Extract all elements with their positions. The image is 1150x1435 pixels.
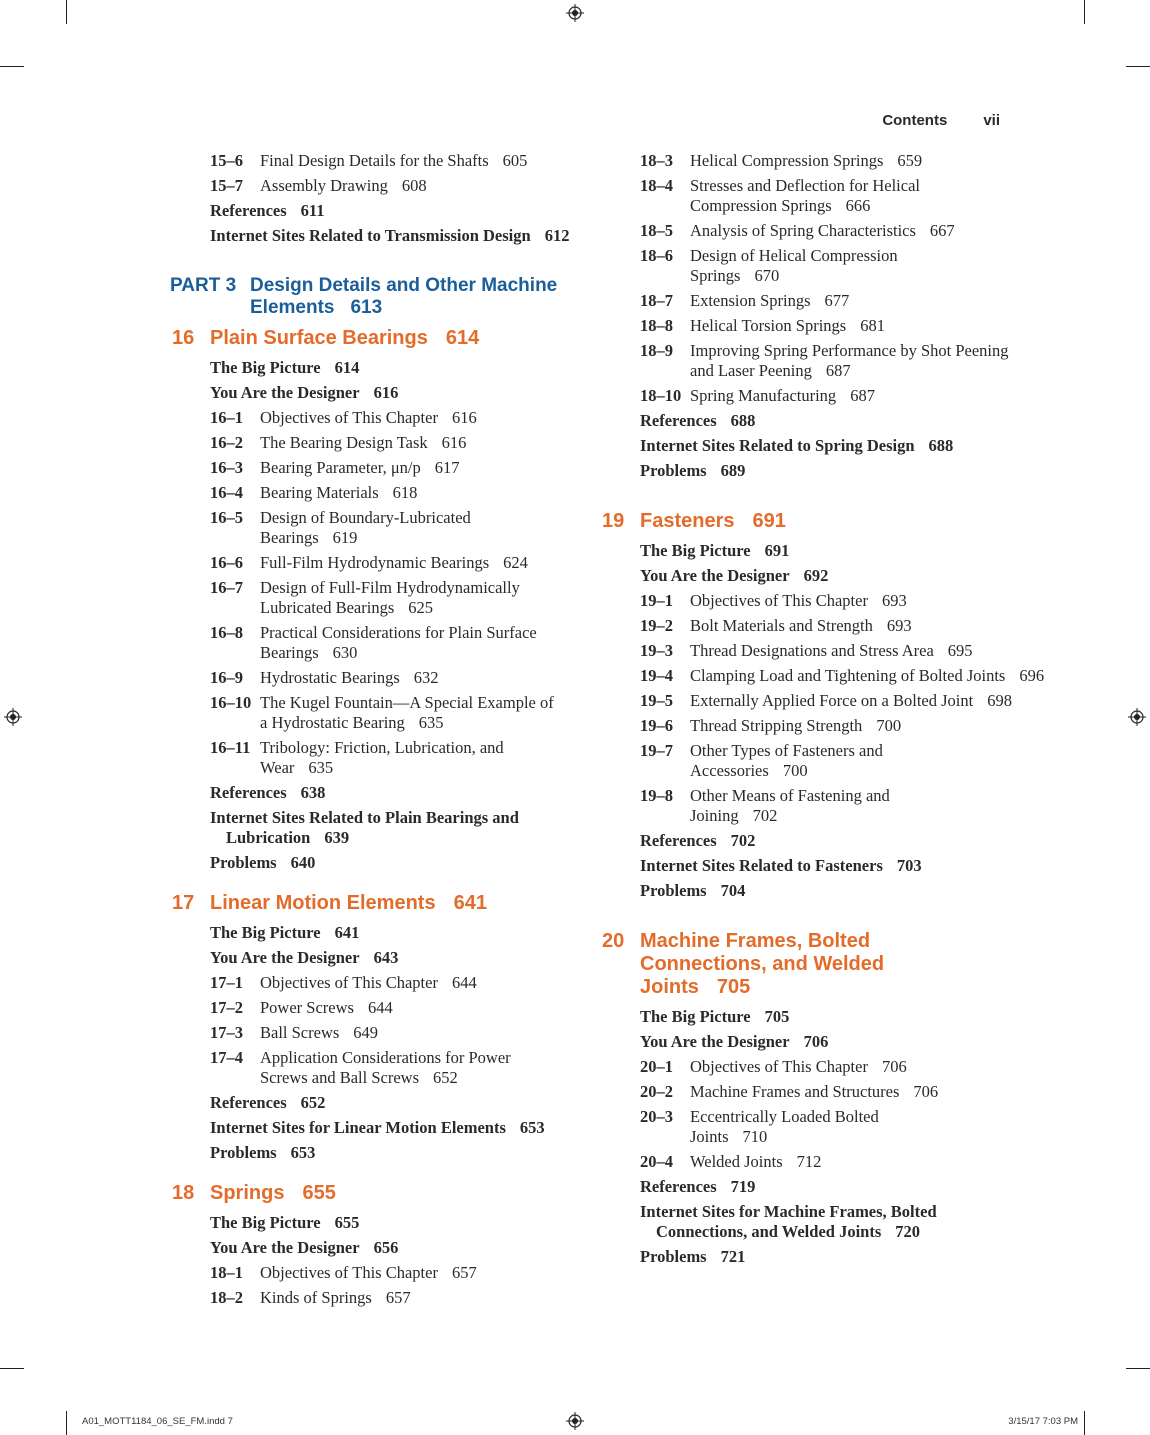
toc-section: 20–3 Eccentrically Loaded Bolted Joints 710 bbox=[640, 1107, 879, 1146]
toc-section: 18–5 Analysis of Spring Characteristics 667 bbox=[640, 221, 955, 240]
right-column bbox=[602, 151, 1045, 1272]
registration-mark-icon bbox=[1128, 708, 1146, 726]
toc-big-picture: The Big Picture 614 bbox=[210, 358, 360, 377]
toc-section: 16–2 The Bearing Design Task 616 bbox=[210, 433, 467, 452]
crop-mark bbox=[0, 66, 24, 67]
toc-designer: You Are the Designer 616 bbox=[210, 383, 399, 402]
toc-section: 16–8 Practical Considerations for Plain Surface Bearings 630 bbox=[210, 623, 537, 662]
toc-references: References 702 bbox=[640, 831, 756, 850]
toc-section: 16–7 Design of Full-Film Hydrodynamically Lubricated Bearings 625 bbox=[210, 578, 520, 617]
toc-section: 18–6 Design of Helical Compression Springs 670 bbox=[640, 246, 898, 285]
crop-mark bbox=[0, 1368, 24, 1369]
toc-section: 18–9 Improving Spring Performance by Shot Peening and Laser Peening 687 bbox=[640, 341, 1009, 380]
toc-section: 16–6 Full-Film Hydrodynamic Bearings 624 bbox=[210, 553, 528, 572]
toc-section: 17–1 Objectives of This Chapter 644 bbox=[210, 973, 477, 992]
chapter-heading: 18 Springs 655 bbox=[172, 1182, 336, 1204]
toc-big-picture: The Big Picture 655 bbox=[210, 1213, 360, 1232]
registration-mark-icon bbox=[4, 708, 22, 726]
slug-file: A01_MOTT1184_06_SE_FM.indd 7 bbox=[82, 1416, 233, 1427]
toc-references: References 688 bbox=[640, 411, 756, 430]
toc-section: 17–2 Power Screws 644 bbox=[210, 998, 393, 1017]
toc-section: 18–8 Helical Torsion Springs 681 bbox=[640, 316, 885, 335]
toc-section: 17–4 Application Considerations for Power Screws and Ball Screws 652 bbox=[210, 1048, 511, 1087]
toc-references: References 652 bbox=[210, 1093, 326, 1112]
crop-mark bbox=[66, 0, 67, 24]
toc-problems: Problems 640 bbox=[210, 853, 316, 872]
toc-section: 16–4 Bearing Materials 618 bbox=[210, 483, 418, 502]
toc-section: 19–4 Clamping Load and Tightening of Bolted Joints 696 bbox=[640, 666, 1045, 685]
toc-internet-sites: Internet Sites Related to Spring Design 688 bbox=[640, 436, 954, 455]
running-head-title: Contents bbox=[882, 112, 948, 129]
toc-section: 16–5 Design of Boundary-Lubricated Bearings 619 bbox=[210, 508, 471, 547]
toc-section: 20–1 Objectives of This Chapter 706 bbox=[640, 1057, 907, 1076]
toc-internet-sites: Internet Sites for Linear Motion Elements 653 bbox=[210, 1118, 545, 1137]
toc-big-picture: The Big Picture 691 bbox=[640, 541, 790, 560]
toc-references: References 719 bbox=[640, 1177, 756, 1196]
toc-internet-sites: Internet Sites Related to Fasteners 703 bbox=[640, 856, 922, 875]
toc-section: 19–2 Bolt Materials and Strength 693 bbox=[640, 616, 912, 635]
crop-mark bbox=[1126, 1368, 1150, 1369]
toc-section: 19–8 Other Means of Fastening and Joining 702 bbox=[640, 786, 890, 825]
toc-big-picture: The Big Picture 705 bbox=[640, 1007, 790, 1026]
crop-mark bbox=[1126, 66, 1150, 67]
toc-section: 16–9 Hydrostatic Bearings 632 bbox=[210, 668, 439, 687]
toc-section: 19–5 Externally Applied Force on a Bolted Joint 698 bbox=[640, 691, 1012, 710]
chapter-heading: 20 Machine Frames, Bolted Connections, and Welded Joints 705 bbox=[602, 930, 885, 998]
toc-section: 17–3 Ball Screws 649 bbox=[210, 1023, 379, 1042]
chapter-heading: 19 Fasteners 691 bbox=[602, 510, 786, 532]
toc-section: 20–4 Welded Joints 712 bbox=[640, 1152, 822, 1171]
toc-internet-sites: Internet Sites Related to Transmission Design 612 bbox=[210, 226, 570, 245]
toc-designer: You Are the Designer 643 bbox=[210, 948, 399, 967]
registration-mark-icon bbox=[566, 1412, 584, 1430]
toc-internet-sites: Internet Sites Related to Plain Bearings and Lubrication 639 bbox=[210, 808, 519, 847]
toc-section: 19–7 Other Types of Fasteners and Accessories 700 bbox=[640, 741, 883, 780]
toc-section: 18–3 Helical Compression Springs 659 bbox=[640, 151, 923, 170]
chapter-heading: 17 Linear Motion Elements 641 bbox=[172, 892, 487, 914]
slug-date: 3/15/17 7:03 PM bbox=[1008, 1416, 1078, 1427]
toc-problems: Problems 689 bbox=[640, 461, 746, 480]
toc-section: 18–1 Objectives of This Chapter 657 bbox=[210, 1263, 477, 1282]
toc-section: 18–2 Kinds of Springs 657 bbox=[210, 1288, 411, 1307]
toc-section: 15–6 Final Design Details for the Shafts 605 bbox=[210, 151, 528, 170]
toc-section: 19–3 Thread Designations and Stress Area 695 bbox=[640, 641, 973, 660]
toc-section: 16–3 Bearing Parameter, μn/p 617 bbox=[210, 458, 460, 477]
toc-problems: Problems 704 bbox=[640, 881, 746, 900]
crop-mark bbox=[1084, 0, 1085, 24]
toc-internet-sites: Internet Sites for Machine Frames, Bolted Connections, and Welded Joints 720 bbox=[640, 1202, 937, 1241]
toc-section: 16–10 The Kugel Fountain—A Special Example of a Hydrostatic Bearing 635 bbox=[210, 693, 554, 732]
crop-mark bbox=[66, 1411, 67, 1435]
part-heading: PART 3 Design Details and Other Machine Elements 613 bbox=[170, 275, 558, 318]
toc-designer: You Are the Designer 706 bbox=[640, 1032, 829, 1051]
toc-section: 19–6 Thread Stripping Strength 700 bbox=[640, 716, 902, 735]
toc-section: 18–10 Spring Manufacturing 687 bbox=[640, 386, 875, 405]
toc-section: 20–2 Machine Frames and Structures 706 bbox=[640, 1082, 939, 1101]
toc-section: 15–7 Assembly Drawing 608 bbox=[210, 176, 427, 195]
running-head-page: vii bbox=[983, 112, 1000, 129]
toc-section: 16–1 Objectives of This Chapter 616 bbox=[210, 408, 477, 427]
toc-designer: You Are the Designer 692 bbox=[640, 566, 829, 585]
chapter-heading: 16 Plain Surface Bearings 614 bbox=[172, 327, 480, 349]
toc-section: 19–1 Objectives of This Chapter 693 bbox=[640, 591, 907, 610]
toc-problems: Problems 653 bbox=[210, 1143, 316, 1162]
toc-big-picture: The Big Picture 641 bbox=[210, 923, 360, 942]
registration-mark-icon bbox=[566, 4, 584, 22]
crop-mark bbox=[1084, 1411, 1085, 1435]
running-head bbox=[882, 112, 1000, 129]
toc-designer: You Are the Designer 656 bbox=[210, 1238, 399, 1257]
toc-references: References 638 bbox=[210, 783, 326, 802]
toc-section: 16–11 Tribology: Friction, Lubrication, and Wear 635 bbox=[210, 738, 504, 777]
left-column bbox=[170, 151, 570, 1313]
toc-section: 18–7 Extension Springs 677 bbox=[640, 291, 850, 310]
toc-references: References 611 bbox=[210, 201, 325, 220]
toc-problems: Problems 721 bbox=[640, 1247, 746, 1266]
toc-section: 18–4 Stresses and Deflection for Helical Compression Springs 666 bbox=[640, 176, 921, 215]
